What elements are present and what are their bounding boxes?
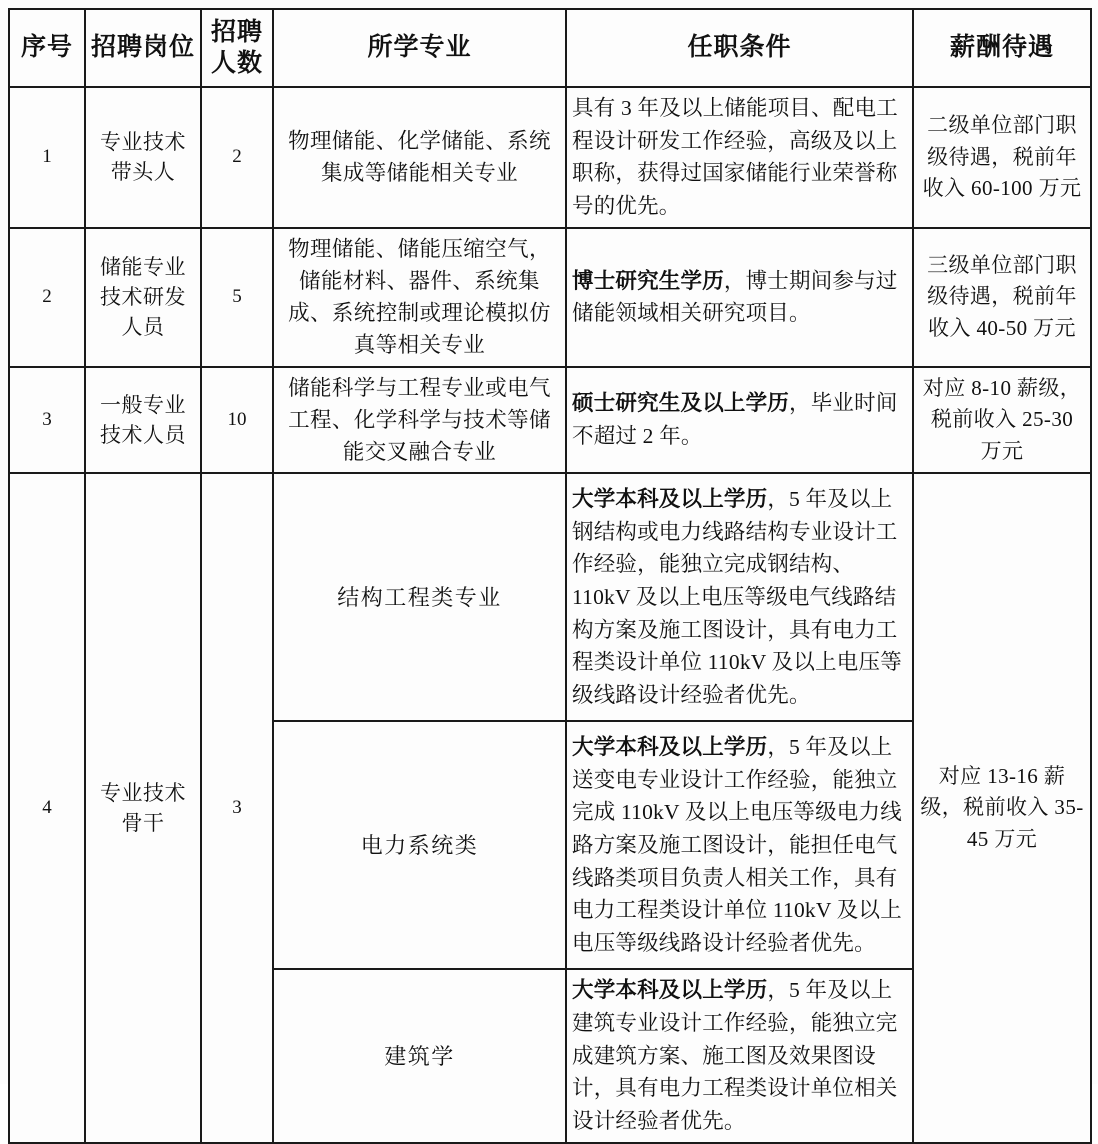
requirement-text: ，5 年及以上建筑专业设计工作经验，能独立完成建筑方案、施工图及效果图设计，具有电力工程类设计单位相关设计经验者优先。 bbox=[572, 978, 898, 1134]
requirement-emphasis: 博士研究生学历 bbox=[572, 268, 724, 293]
cell-major: 电力系统类 bbox=[273, 721, 566, 969]
cell-major: 物理储能、化学储能、系统集成等储能相关专业 bbox=[273, 87, 566, 228]
cell-requirements bbox=[566, 367, 913, 474]
header-position: 招聘岗位 bbox=[85, 9, 201, 87]
requirement-text: ，5 年及以上送变电专业设计工作经验，能独立完成 110kV 及以上电压等级电力线路方案及施工图设计，能担任电气线路类项目负责人相关工作，具有电力工程类设计单位 110kV 及以上电压等级线路设计经验者优先。 bbox=[572, 735, 902, 956]
requirement-emphasis: 大学本科及以上学历 bbox=[572, 978, 768, 1003]
requirement-text: 具有 3 年及以上储能项目、配电工程设计研发工作经验，高级及以上职称，获得过国家储能行业荣誉称号的优先。 bbox=[572, 96, 898, 219]
cell-major: 结构工程类专业 bbox=[273, 473, 566, 721]
recruitment-table bbox=[8, 8, 1092, 1144]
requirement-text: ，毕业时间不超过 2 年。 bbox=[572, 391, 898, 449]
cell-position: 一般专业技术人员 bbox=[85, 367, 201, 474]
table-row bbox=[9, 367, 1091, 474]
cell-major: 物理储能、储能压缩空气，储能材料、器件、系统集成、系统控制或理论模拟仿真等相关专业 bbox=[273, 228, 566, 367]
cell-serial-number: 1 bbox=[9, 87, 85, 228]
cell-headcount: 10 bbox=[201, 367, 273, 474]
header-headcount: 招聘人数 bbox=[201, 9, 273, 87]
header-requirements: 任职条件 bbox=[566, 9, 913, 87]
header-row bbox=[9, 9, 1091, 87]
cell-position: 专业技术骨干 bbox=[85, 473, 201, 1142]
header-salary: 薪酬待遇 bbox=[913, 9, 1091, 87]
table-body bbox=[9, 87, 1091, 1143]
cell-major: 储能科学与工程专业或电气工程、化学科学与技术等储能交叉融合专业 bbox=[273, 367, 566, 474]
table-header bbox=[9, 9, 1091, 87]
cell-position: 专业技术带头人 bbox=[85, 87, 201, 228]
cell-salary: 对应 13-16 薪级，税前收入 35-45 万元 bbox=[913, 473, 1091, 1142]
cell-serial-number: 3 bbox=[9, 367, 85, 474]
requirement-text: ，博士期间参与过储能领域相关研究项目。 bbox=[572, 268, 898, 326]
requirement-emphasis: 大学本科及以上学历 bbox=[572, 487, 768, 512]
cell-requirements bbox=[566, 473, 913, 721]
header-serial-number: 序号 bbox=[9, 9, 85, 87]
cell-requirements bbox=[566, 87, 913, 228]
cell-requirements bbox=[566, 969, 913, 1142]
cell-headcount: 5 bbox=[201, 228, 273, 367]
table-row bbox=[9, 87, 1091, 228]
header-major: 所学专业 bbox=[273, 9, 566, 87]
cell-headcount: 2 bbox=[201, 87, 273, 228]
cell-major: 建筑学 bbox=[273, 969, 566, 1142]
cell-serial-number: 4 bbox=[9, 473, 85, 1142]
recruitment-table-container bbox=[8, 8, 1090, 1134]
table-row bbox=[9, 473, 1091, 721]
cell-position: 储能专业技术研发人员 bbox=[85, 228, 201, 367]
cell-requirements bbox=[566, 721, 913, 969]
cell-salary: 三级单位部门职级待遇，税前年收入 40-50 万元 bbox=[913, 228, 1091, 367]
cell-salary: 对应 8-10 薪级，税前收入 25-30 万元 bbox=[913, 367, 1091, 474]
cell-headcount: 3 bbox=[201, 473, 273, 1142]
cell-serial-number: 2 bbox=[9, 228, 85, 367]
table-row bbox=[9, 228, 1091, 367]
cell-requirements bbox=[566, 228, 913, 367]
requirement-emphasis: 大学本科及以上学历 bbox=[572, 735, 768, 760]
cell-salary: 二级单位部门职级待遇，税前年收入 60-100 万元 bbox=[913, 87, 1091, 228]
requirement-emphasis: 硕士研究生及以上学历 bbox=[572, 391, 790, 416]
requirement-text: ，5 年及以上钢结构或电力线路结构专业设计工作经验，能独立完成钢结构、110kV 及以上电压等级电气线路结构方案及施工图设计，具有电力工程类设计单位 110kV 及以上电压等级线路设计经验者优先。 bbox=[572, 487, 902, 708]
